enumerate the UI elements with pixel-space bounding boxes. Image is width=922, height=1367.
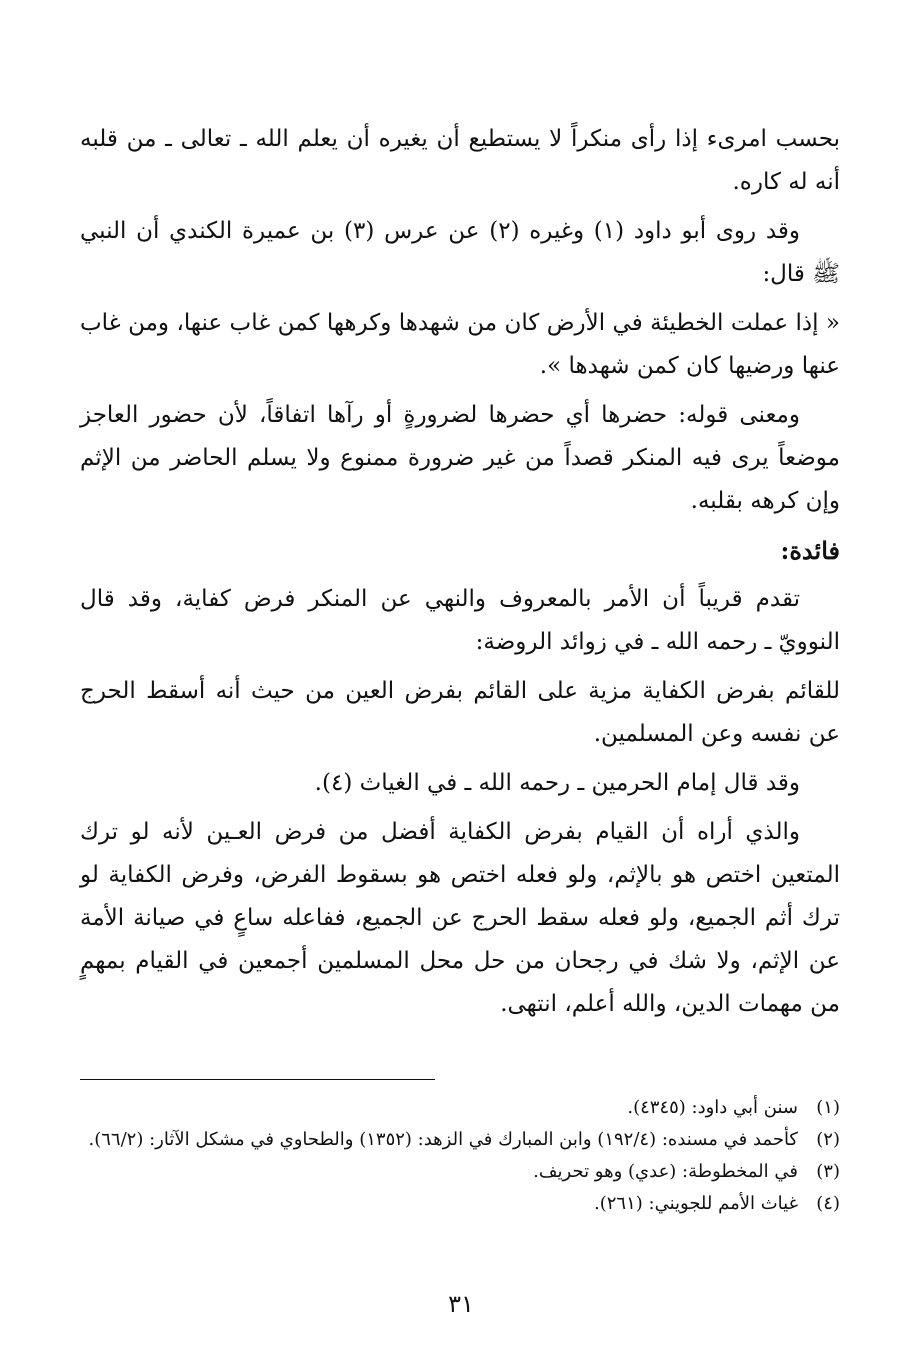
paragraph-2: وقد روى أبو داود (١) وغيره (٢) عن عرس (٣) بن عميرة الكندي أن النبي ﷺ قال:: [80, 218, 840, 287]
footnote-text: كأحمد في مسنده: (١٩٢/٤) وابن المبارك في الزهد: (١٣٥٢) والطحاوي في مشكل الآثار: (٦٦/٢).: [88, 1129, 798, 1150]
footnote-number: (٣): [816, 1161, 840, 1182]
paragraph-6: للقائم بفرض الكفاية مزية على القائم بفرض العين من حيث أنه أسقط الحرج عن نفسه وعن المسلمين.: [80, 678, 840, 747]
footnote-number: (١): [816, 1097, 840, 1118]
main-text: [80, 118, 840, 1032]
footnote-2: [80, 1124, 840, 1156]
paragraph-8: والذي أراه أن القيام بفرض الكفاية أفضل من فرض العـين لأنه لو ترك المتعين اختص هو بالإثم، ولو فعله اختص هو بسقوط الفرض، وفرض الكفاية لو ترك أثم الجميع، ولو فعله سقط الحرج عن الجميع، ففاعله ساعٍ في صيانة الأمة عن الإثم، ولا شك في رجحان من حل محل المسلمين أجمعين في القيام بمهمٍ من مهمات الدين، والله أعلم، انتهى.: [80, 819, 840, 1017]
paragraph-5: تقدم قريباً أن الأمر بالمعروف والنهي عن المنكر فرض كفاية، وقد قال النوويّ ـ رحمه الله ـ في زوائد الروضة:: [80, 586, 840, 655]
section-heading: فائدة:: [780, 536, 840, 565]
paragraph-7: وقد قال إمام الحرمين ـ رحمه الله ـ في الغياث (٤).: [314, 770, 800, 796]
paragraph-1: بحسب امرىء إذا رأى منكراً لا يستطيع أن يغيره أن يعلم الله ـ تعالى ـ من قلبه أنه له كاره.: [80, 126, 840, 195]
footnote-number: (٤): [816, 1193, 840, 1214]
page-number: ٣١: [448, 1290, 474, 1318]
footnote-3: [80, 1156, 840, 1188]
footnote-text: سنن أبي داود: (٤٣٤٥).: [627, 1097, 798, 1118]
footnote-4: [80, 1188, 840, 1220]
paragraph-4: ومعنى قوله: حضرها أي حضرها لضرورةٍ أو رآها اتفاقاً، لأن حضور العاجز موضعاً يرى فيه المنكر قصداً من غير ضرورة ممنوع ولا يسلم الحاضر من الإثم وإن كرهه بقلبه.: [80, 402, 840, 514]
footnotes: [80, 1092, 840, 1220]
footnote-1: [80, 1092, 840, 1124]
footnote-separator: [80, 1079, 435, 1080]
hadith-quote: « إذا عملت الخطيئة في الأرض كان من شهدها وكرهها كمن غاب عنها، ومن غاب عنها ورضيها كان كمن شهدها ».: [80, 310, 840, 379]
footnote-text: في المخطوطة: (عدي) وهو تحريف.: [533, 1161, 798, 1182]
footnote-text: غياث الأمم للجويني: (٢٦١).: [594, 1193, 798, 1214]
footnote-number: (٢): [816, 1129, 840, 1150]
